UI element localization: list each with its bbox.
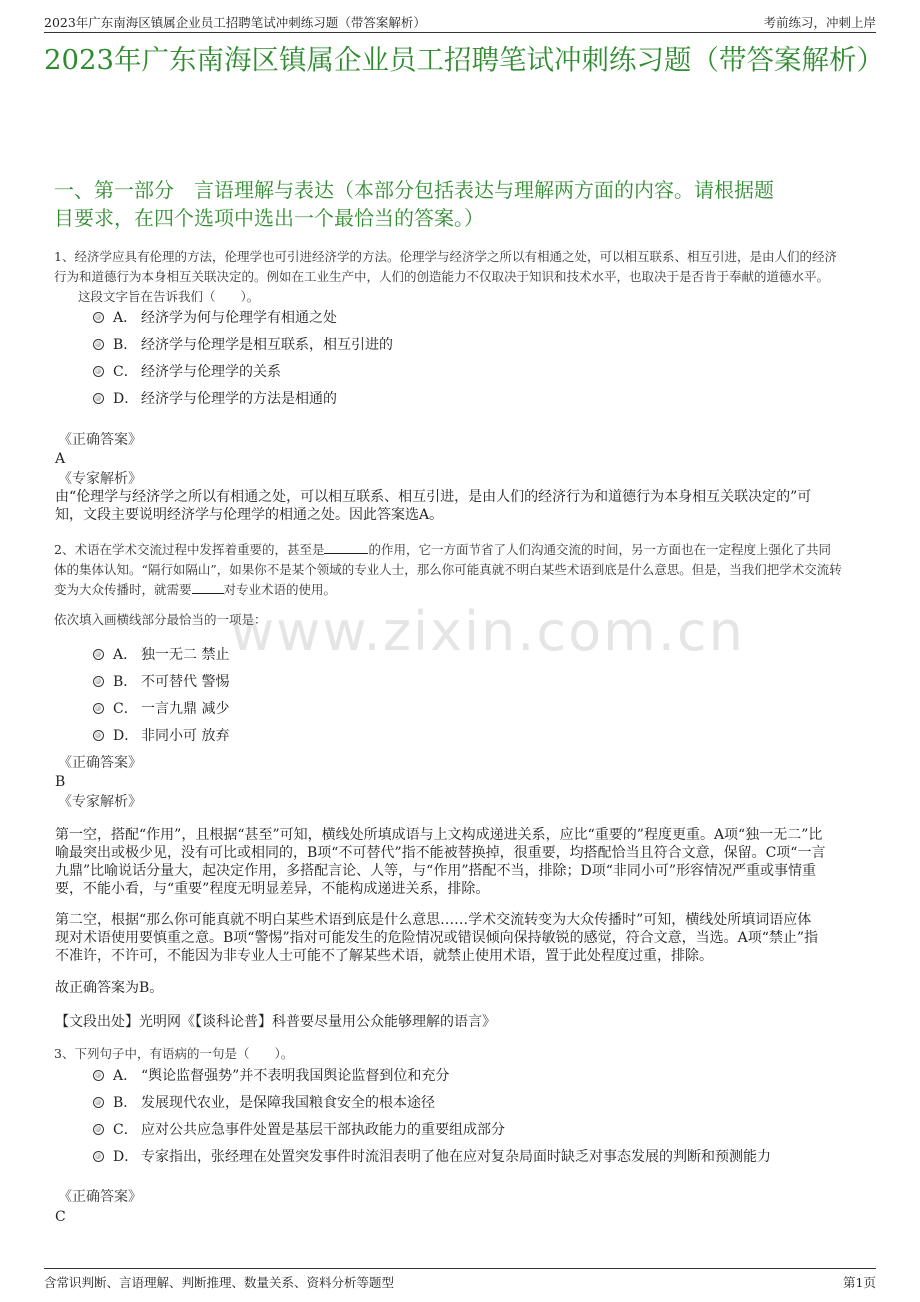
question-3-correct-answer-label: 《正确答案》 [58, 1189, 142, 1205]
question-1-line-1: 1、经济学应具有伦理的方法，伦理学也可引进经济学的方法。伦理学与经济学之所以有相通之处，可以相互联系、相互引进，是由人们的经济 [54, 249, 837, 264]
watermark: www.zixin.com.cn [230, 600, 745, 663]
radio-button-icon[interactable] [93, 676, 104, 687]
question-1-line-2: 行为和道德行为本身相互关联决定的。例如在工业生产中，人们的创造能力不仅取决于知识和技术水平，也取决于是否肯于奉献的道德水平。 [54, 269, 830, 284]
section-heading [54, 176, 870, 232]
question-2-option-d[interactable]: D． 非同小可 放弃 [93, 725, 229, 747]
question-3-answer: C [55, 1209, 66, 1225]
question-3-stem: 3、下列句子中，有语病的一句是（ ）。 [54, 1046, 294, 1061]
question-2-source: 【文段出处】光明网《【谈科论普】科普要尽量用公众能够理解的语言》 [55, 1014, 496, 1030]
question-2-stem: 2、术语在学术交流过程中发挥着重要的，甚至是 的作用，它一方面节省了人们沟通交流的时间，另一方面也在一定程度上强化了共同 体的集体认知。“隔行如隔山”，如果你不是某个领域的专业人士，那么你可能真就不明白某些术语到底是什么意思。但是，当我们把学术交流转 变为大众传播时，就需要 对专业术语的使用。 [54, 542, 842, 597]
radio-button-icon[interactable] [93, 703, 104, 714]
question-3-option-c[interactable]: C． 应对公共应急事件处置是基层干部执政能力的重要组成部分 [93, 1119, 505, 1141]
radio-button-icon[interactable] [93, 366, 104, 377]
question-1-answer: A [55, 451, 66, 467]
radio-button-icon[interactable] [93, 1070, 104, 1081]
question-2-analysis-paragraph-1: 第一空，搭配“作用”，且根据“甚至”可知，横线处所填成语与上文构成递进关系，应比“重要的”程度更重。A项“独一无二”比 喻最突出或极少见，没有可比或相同的，B项“不可替代”指不能被替换掉，很重要，均搭配恰当且符合文意，保留。C项“一言 九鼎”比喻说话分量大，起决定作用，多搭配言论、人等，与“作用”搭配不当，排除；D项“非同小可”形容情况严重或事情重 要，不能小看，与“重要”程度无明显差异，不能构成递进关系，排除。 [55, 827, 826, 897]
question-1-analysis-label: 《专家解析》 [58, 471, 142, 487]
question-2-option-a[interactable]: A． 独一无二 禁止 [93, 644, 229, 666]
question-1-correct-answer-label: 《正确答案》 [58, 432, 142, 448]
question-2-analysis-paragraph-2: 第二空，根据“那么你可能真就不明白某些术语到底是什么意思……学术交流转变为大众传播时”可知，横线处所填词语应体 现对术语使用要慎重之意。B项“警惕”指对可能发生的危险情况或错误倾向保持敏锐的感觉，符合文意，当选。A项“禁止”指 不准许，不许可，不能因为非专业人士可能不了解某些术语，就禁止使用术语，置于此处程度过重，排除。 [55, 912, 819, 964]
radio-button-icon[interactable] [93, 1097, 104, 1108]
question-1-analysis: 由“伦理学与经济学之所以有相通之处，可以相互联系、相互引进，是由人们的经济行为和道德行为本身相互关联决定的”可 知，文段主要说明经济学与伦理学的相通之处。因此答案选A。 [55, 489, 812, 523]
question-2-option-b[interactable]: B． 不可替代 警惕 [93, 671, 229, 693]
question-3-option-a[interactable]: A． “舆论监督强势”并不表明我国舆论监督到位和充分 [93, 1065, 449, 1087]
radio-button-icon[interactable] [93, 393, 104, 404]
radio-button-icon[interactable] [93, 1151, 104, 1162]
fill-blank-2 [192, 581, 224, 594]
question-2-answer: B [55, 774, 66, 790]
header-slogan: 考前练习，冲刺上岸 [763, 15, 876, 30]
radio-button-icon[interactable] [93, 1124, 104, 1135]
question-1-option-d[interactable]: D． 经济学与伦理学的方法是相通的 [93, 388, 337, 410]
page-header [44, 10, 876, 33]
question-3-option-b[interactable]: B． 发展现代农业，是保障我国粮食安全的根本途径 [93, 1092, 435, 1114]
question-2-conclusion: 故正确答案为B。 [55, 980, 164, 996]
question-2-analysis-label: 《专家解析》 [58, 794, 142, 810]
question-3-option-d[interactable]: D． 专家指出，张经理在处置突发事件时流泪表明了他在应对复杂局面时缺乏对事态发展的判断和预测能力 [93, 1146, 771, 1168]
page-footer [44, 1268, 876, 1291]
question-1-option-c[interactable]: C． 经济学与伦理学的关系 [93, 361, 281, 383]
radio-button-icon[interactable] [93, 339, 104, 350]
question-2-option-c[interactable]: C． 一言九鼎 减少 [93, 698, 229, 720]
radio-button-icon[interactable] [93, 649, 104, 660]
section-heading-line-2: 目要求，在四个选项中选出一个最恰当的答案。） [54, 206, 484, 230]
footer-description: 含常识判断、言语理解、判断推理、数量关系、资料分析等题型 [44, 1275, 395, 1290]
question-2-correct-answer-label: 《正确答案》 [58, 755, 142, 771]
fill-blank-1 [324, 541, 368, 554]
question-1-prompt: 这段文字旨在告诉我们（ ）。 [78, 289, 260, 304]
document-title: 2023年广东南海区镇属企业员工招聘笔试冲刺练习题（带答案解析） [44, 44, 884, 76]
header-title: 2023年广东南海区镇属企业员工招聘笔试冲刺练习题（带答案解析） [44, 15, 426, 30]
question-1-option-b[interactable]: B． 经济学与伦理学是相互联系，相互引进的 [93, 334, 393, 356]
page-number: 第1页 [843, 1275, 876, 1290]
question-1-stem [54, 247, 870, 287]
question-1-option-a[interactable]: A． 经济学为何与伦理学有相通之处 [93, 307, 337, 329]
question-2-prompt: 依次填入画横线部分最恰当的一项是： [54, 612, 267, 627]
section-heading-line-1: 一、第一部分 言语理解与表达（本部分包括表达与理解两方面的内容。请根据题 [54, 178, 774, 202]
radio-button-icon[interactable] [93, 730, 104, 741]
radio-button-icon[interactable] [93, 312, 104, 323]
